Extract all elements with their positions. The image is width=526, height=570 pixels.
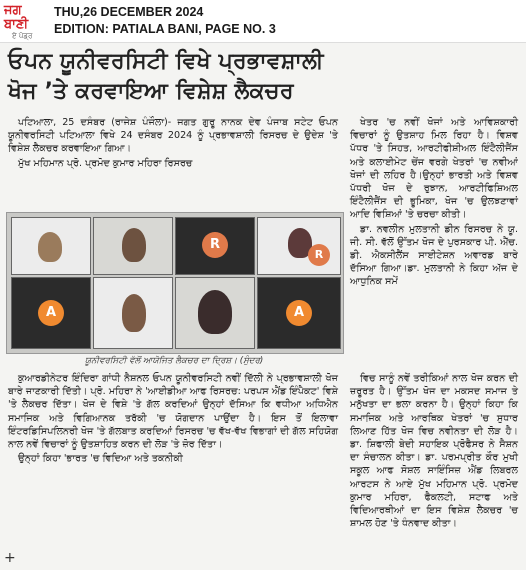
column-right-bottom <box>350 372 518 531</box>
video-tile <box>257 217 341 275</box>
lecture-photo <box>6 212 344 354</box>
video-tile <box>93 277 173 349</box>
participant-figure <box>122 294 146 332</box>
paragraph: ਪਟਿਆਲਾ, 25 ਦਸੰਬਰ (ਰਾਜੇਸ਼ ਪੰਜੌਲਾ)- ਜਗਤ ਗੁਰੂ ਨਾਨਕ ਦੇਵ ਪੰਜਾਬ ਸਟੇਟ ਓਪਨ ਯੂਨੀਵਰਸਿਟੀ ਪਟਿਆਲਾ ਵਿਖੇ 24 ਦਸੰਬਰ 2024 ਨੂੰ ਪ੍ਰਭਾਵਸ਼ਾਲੀ ਰਿਸਰਚ ਦੇ ਉਦੇਸ਼ 'ਤੇ ਵਿਸ਼ੇਸ਼ ਲੈਕਚਰ ਕਰਵਾਇਆ ਗਿਆ। <box>8 117 338 155</box>
column-left-bottom <box>8 372 338 466</box>
photo-caption: ਯੂਨੀਵਰਸਿਟੀ ਵੱਲੋਂ ਆਯੋਜਿਤ ਲੈਕਚਰ ਦਾ ਦ੍ਰਿਸ਼। (ਸੁੰਦਰ) <box>84 356 264 366</box>
video-tile <box>257 277 341 349</box>
participant-figure <box>122 228 146 262</box>
paragraph: ਖੇਤਰ 'ਚ ਨਵੀਂ ਖੋਜਾਂ ਅਤੇ ਆਵਿਸ਼ਕਾਰੀ ਵਿਚਾਰਾਂ ਨੂੰ ਉਤਸ਼ਾਹ ਮਿਲ ਰਿਹਾ ਹੈ। ਵਿਸ਼ਵ ਪੱਧਰ 'ਤੇ ਸਿਹਤ, ਆਰਟੀਫੀਸ਼ੀਅਲ ਇੰਟੈਲੀਜੈਂਸ ਅਤੇ ਕਲਾਈਮੇਟ ਚੇਂਜ ਵਰਗੇ ਖੇਤਰਾਂ 'ਚ ਨਵੀਆਂ ਖੋਜਾਂ ਦੀ ਲਹਿਰ ਹੈ।ਉਨ੍ਹਾਂ ਭਾਰਤੀ ਅਤੇ ਵਿਸ਼ਵ ਪੱਧਰੀ ਖੋਜ ਦੇ ਰੁਝਾਨ, ਆਰਟੀਫਿਸ਼ਿਅਲ ਇੰਟੈਲੀਜੈਂਸ ਦੀ ਭੂਮਿਕਾ, ਖੋਜ 'ਚ ਉਲਝਣਾਵਾਂ ਆਦਿ ਵਿਸ਼ਿਆਂ 'ਤੇ ਚਰਚਾ ਕੀਤੀ। <box>350 117 518 221</box>
paragraph: ਵਿਚ ਸਾਨੂੰ ਨਵੇਂ ਤਰੀਕਿਆਂ ਨਾਲ ਖੋਜ ਕਰਨ ਦੀ ਜ਼ਰੂਰਤ ਹੈ। ਉੱਤਮ ਖੋਜ ਦਾ ਮਕਸਦ ਸਮਾਜ ਤੇ ਮਨੁੱਖਤਾ ਦਾ ਭਲਾ ਕਰਨਾ ਹੈ। ਉਨ੍ਹਾਂ ਕਿਹਾ ਕਿ ਸਮਾਜਿਕ ਅਤੇ ਆਰਥਿਕ ਖੇਤਰਾਂ 'ਚ ਸੁਧਾਰ ਲਿਆਣ ਹਿੱਤ ਖੋਜ ਵਿਚ ਨਵੀਨਤਾ ਦੀ ਲੋੜ ਹੈ। ਡਾ. ਸ਼ਿਫਾਲੀ ਬੇਦੀ ਸਹਾਇਕ ਪ੍ਰੋਫੈਸਰ ਨੇ ਸੈਸ਼ਨ ਦਾ ਸੰਚਾਲਨ ਕੀਤਾ। ਡਾ. ਪਰਮਪ੍ਰੀਤ ਕੌਰ ਮੁਖੀ ਸਕੂਲ ਆਫ ਸੋਸ਼ਲ ਸਾਇੰਸਿਜ਼ ਐਂਡ ਲਿਬਰਲ ਆਰਟਸ ਨੇ ਆਏ ਮੁੱਖ ਮਹਿਮਾਨ ਪ੍ਰੋ. ਪ੍ਰਮੋਦ ਕੁਮਾਰ ਮਹਿਰਾ, ਫੈਕਲਟੀ, ਸਟਾਫ ਅਤੇ ਵਿਦਿਆਰਥੀਆਂ ਦਾ ਇਸ ਵਿਸ਼ੇਸ਼ ਲੈਕਚਰ 'ਚ ਸ਼ਾਮਲ ਹੋਣ 'ਤੇ ਧੰਨਵਾਦ ਕੀਤਾ। <box>350 373 518 530</box>
page-header <box>0 0 526 43</box>
participant-avatar: A <box>286 300 312 326</box>
participant-avatar: A <box>38 300 64 326</box>
paragraph: ਡਾ. ਨਵਲੀਨ ਮੁਲਤਾਨੀ ਡੀਨ ਰਿਸਰਚ ਨੇ ਯੂ. ਜੀ. ਸੀ. ਵੱਲੋਂ ਉੱਤਮ ਖੋਜ ਦੇ ਪੁਰਸਕਾਰ ਪੀ. ਐੱਚ. ਡੀ. ਐਕਸੀਲੈਂਸ ਸਾਈਟੇਸ਼ਨ ਅਵਾਰਡ ਬਾਰੇ ਦੱਸਿਆ ਗਿਆ।ਡਾ. ਮੁਲਤਾਨੀ ਨੇ ਕਿਹਾ ਅੱਜ ਦੇ ਆਧੁਨਿਕ ਸਮੇਂ <box>350 223 518 288</box>
edition-date: THU,26 DECEMBER 2024 <box>54 5 204 19</box>
video-tile <box>11 277 91 349</box>
participant-avatar: R <box>202 232 228 258</box>
paragraph: ਉਨ੍ਹਾਂ ਕਿਹਾ 'ਭਾਰਤ 'ਚ ਵਿਦਿਆ ਅਤੇ ਤਕਨੀਕੀ <box>18 453 183 465</box>
headline-line-2: ਖੋਜ ’ਤੇ ਕਰਵਾਇਆ ਵਿਸ਼ੇਸ਼ ਲੈਕਚਰ <box>8 79 294 104</box>
article-headline <box>8 47 520 107</box>
video-tile <box>175 217 255 275</box>
video-tile <box>93 217 173 275</box>
newspaper-logo: ਜਗ ਬਾਣੀ ਏ ਪੋਡ੍ਰ <box>4 3 33 40</box>
participant-figure <box>38 232 62 262</box>
headline-line-1: ਓਪਨ ਯੂਨੀਵਰਸਿਟੀ ਵਿਖੇ ਪ੍ਰਭਾਵਸ਼ਾਲੀ <box>8 49 324 74</box>
paragraph: ਕੁਆਰਡੀਨੇਟਰ ਇੰਦਿਰਾ ਗਾਂਧੀ ਨੈਸ਼ਨਲ ਓਪਨ ਯੂਨੀਵਰਸਿਟੀ ਨਵੀਂ ਦਿੱਲੀ ਨੇ ਪ੍ਰਭਾਵਸ਼ਾਲੀ ਖੋਜ ਬਾਰੇ ਜਾਣਕਾਰੀ ਦਿੱਤੀ। ਪ੍ਰੋ. ਮਹਿਰਾ ਨੇ 'ਆਈਡੀਆ ਆਫ ਰਿਸਰਚ: ਪਰਪਸ ਐਂਡ ਇੰਪੈਕਟ' ਵਿਸ਼ੇ 'ਤੇ ਲੈਕਚਰ ਦਿੱਤਾ। ਖੋਜ ਦੇ ਵਿਸ਼ੇ 'ਤੇ ਗੱਲ ਕਰਦਿਆਂ ਉਨ੍ਹਾਂ ਦੱਸਿਆ ਕਿ ਵਧੀਆ ਅਧਿਐਨ ਸਮਾਜਿਕ ਅਤੇ ਵਿਗਿਆਨਕ ਤਰੱਕੀ 'ਚ ਯੋਗਦਾਨ ਪਾਉਂਦਾ ਹੈ। ਇਸ ਤੋਂ ਇਲਾਵਾ ਇੰਟਰਡਿਸਿਪਲਿਨਰੀ ਖੋਜ 'ਤੇ ਗੱਲਬਾਤ ਕਰਦਿਆਂ ਰਿਸਰਚ 'ਚ ਵੱਖ-ਵੱਖ ਵਿਭਾਗਾਂ ਦੀ ਗੱਲ ਸਹਿਯੋਗ ਨਾਲ ਨਵੇਂ ਵਿਚਾਰਾਂ ਨੂੰ ਉਤਸ਼ਾਹਿਤ ਕਰਨ ਦੀ ਲੋੜ 'ਤੇ ਜ਼ੋਰ ਦਿੱਤਾ। <box>8 373 338 451</box>
column-right-top <box>350 116 518 290</box>
paragraph: ਮੁੱਖ ਮਹਿਮਾਨ ਪ੍ਰੋ. ਪ੍ਰਮੋਦ ਕੁਮਾਰ ਮਹਿਰਾ ਰਿਸਰਚ <box>18 157 193 169</box>
participant-figure <box>198 290 232 334</box>
plus-icon: + <box>4 550 16 566</box>
participant-avatar: R <box>308 244 330 266</box>
video-tile <box>175 277 255 349</box>
video-tile <box>11 217 91 275</box>
edition-name: EDITION: PATIALA BANI, PAGE NO. 3 <box>54 22 276 36</box>
column-left-top <box>8 116 338 171</box>
